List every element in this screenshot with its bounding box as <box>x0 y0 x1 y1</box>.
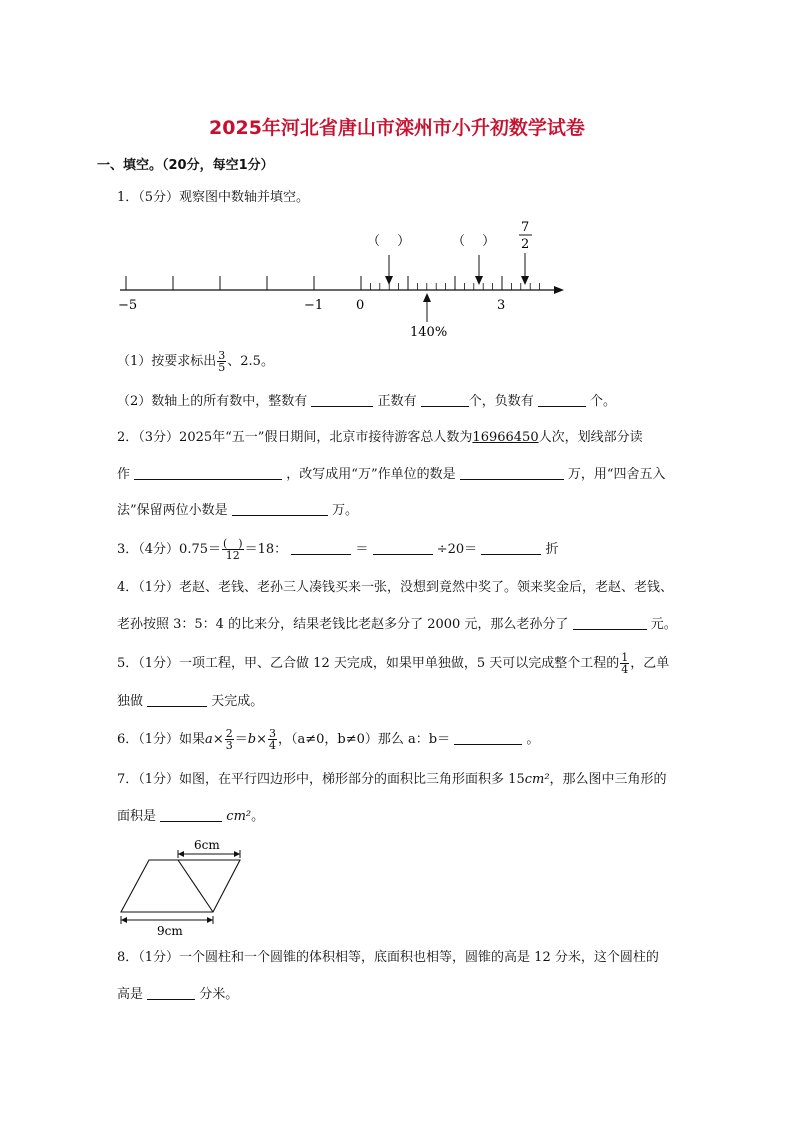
q4-line-2 <box>117 615 677 635</box>
q2-text-f: 法”保留两位小数是 <box>117 503 228 518</box>
q1-sub1 <box>117 350 274 373</box>
unit-cm2: cm² <box>524 772 550 787</box>
answer-blank-positives[interactable] <box>421 392 469 407</box>
label-three: 3 <box>497 298 506 313</box>
parallelogram <box>121 860 240 912</box>
q5-text-a: 5．（1分）一项工程，甲、乙合做 12 天完成，如果甲单独做，5 天可以完成整个工程的 <box>117 656 620 671</box>
q2-underlined-number: 16966450 <box>472 430 539 445</box>
q2-line-3 <box>117 501 358 521</box>
q5-line-2 <box>117 692 263 712</box>
q2-text-c: 作 <box>117 467 131 482</box>
arrow-4-head <box>423 293 431 302</box>
q3-text-a: 3．（4分）0.75＝ <box>117 542 221 557</box>
answer-blank-read[interactable] <box>134 465 282 480</box>
fraction-three-fourths <box>268 728 277 751</box>
q6-condition: ，（a≠0，b≠0）那么 a：b＝ <box>277 732 451 747</box>
q5-text-b: ，乙单 <box>630 656 670 671</box>
q7-text-c: 面积是 <box>117 809 157 824</box>
frac-den: 4 <box>621 663 629 676</box>
fraction-two-thirds <box>225 728 234 751</box>
q7-line-1 <box>117 770 667 790</box>
trapezoid-divider <box>178 860 213 912</box>
arrow-1-head <box>385 276 393 285</box>
fraction-three-fifths <box>217 350 226 373</box>
var-a: a <box>205 732 213 747</box>
q1-sub2-text: （2）数轴上的所有数中，整数有 <box>117 394 308 409</box>
label-6cm: 6cm <box>194 838 220 852</box>
answer-blank-wan[interactable] <box>460 465 564 480</box>
section-heading: 一、填空。（20分，每空1分） <box>97 158 274 173</box>
q4-text-b: 老孙按照 3：5：4 的比来分，结果老钱比老赵多分了 2000 元，那么老孙分了 <box>117 617 569 632</box>
answer-blank-ratio[interactable] <box>291 540 351 555</box>
q1-stem: 1．（5分）观察图中数轴并填空。 <box>117 190 310 205</box>
q1-sub2-end: 个。 <box>590 394 617 409</box>
q6-line <box>117 728 539 751</box>
label-9cm: 9cm <box>157 924 183 938</box>
fraction-blank-over-12 <box>222 538 244 561</box>
q2-text-e: 万，用“四舍五入 <box>567 467 666 482</box>
fraction-two: 2 <box>521 237 530 252</box>
q8-text-b: 高是 <box>117 987 144 1002</box>
q3-line <box>117 538 558 561</box>
q8-text-c: 分米。 <box>199 987 239 1002</box>
q1-sub1-text: （1）按要求标出 <box>117 354 217 369</box>
q2-text-g: 万。 <box>331 503 358 518</box>
equals-sign: ＝ <box>234 732 248 747</box>
q7-text-d: 。 <box>251 809 265 824</box>
fraction-one-fourth <box>620 652 629 675</box>
frac-num: 3 <box>268 727 276 740</box>
q2-line-1 <box>117 428 643 448</box>
q1-sub2-negative: 个，负数有 <box>468 394 534 409</box>
answer-blank-cylinder-height[interactable] <box>147 985 195 1000</box>
frac-num: 3 <box>218 349 226 362</box>
q7-line-2 <box>117 807 264 827</box>
page-title: 2025年河北省唐山市滦州市小升初数学试卷 <box>209 117 585 139</box>
q2-line-2 <box>117 465 666 485</box>
label-minus1: −1 <box>304 298 324 313</box>
bracket-label-1: （ ） <box>367 234 411 249</box>
q5-line-1 <box>117 652 669 675</box>
answer-blank-discount[interactable] <box>481 540 541 555</box>
answer-blank-days[interactable] <box>147 692 207 707</box>
q3-text-b: ＝18： <box>244 542 288 557</box>
arrow-2-head <box>475 276 483 285</box>
q1-sub2 <box>117 392 616 412</box>
parallelogram-figure <box>112 834 252 940</box>
q1-sub2-positive: 正数有 <box>377 394 417 409</box>
label-minus5: −5 <box>118 298 138 313</box>
frac-den: 3 <box>225 739 233 752</box>
label-zero: 0 <box>356 298 365 313</box>
q8-line-2 <box>117 985 238 1005</box>
answer-blank-negatives[interactable] <box>538 392 586 407</box>
q2-text-d: ，改写成用“万”作单位的数是 <box>286 467 456 482</box>
bracket-label-2: （ ） <box>452 234 496 249</box>
answer-blank-ratio-ab[interactable] <box>454 730 522 745</box>
axis-arrow <box>554 286 564 294</box>
q4-line-1: 4．（1分）老赵、老钱、老孙三人凑钱买来一张，没想到竟然中奖了。领来奖金后，老赵、老钱、 <box>117 580 674 595</box>
times-sign: × <box>212 732 224 747</box>
q7-text-a: 7．（1分）如图，在平行四边形中，梯形部分的面积比三角形面积多 15 <box>117 772 525 787</box>
q6-end: 。 <box>526 732 540 747</box>
q7-text-b: ，那么图中三角形的 <box>549 772 667 787</box>
times-sign: × <box>256 732 267 747</box>
frac-den: 12 <box>225 549 240 562</box>
q4-text-c: 元。 <box>650 617 677 632</box>
unit-cm2: cm² <box>226 809 252 824</box>
q8-line-1: 8．（1分）一个圆柱和一个圆锥的体积相等，底面积也相等，圆锥的高是 12 分米，这个圆柱的 <box>117 950 659 965</box>
fraction-seven: 7 <box>521 220 530 235</box>
answer-blank-dividend[interactable] <box>373 540 433 555</box>
q2-text-a: 2．（3分）2025年“五一”假日期间，北京市接待游客总人数为 <box>117 430 473 445</box>
answer-blank-rounded[interactable] <box>232 501 328 516</box>
answer-blank-integers[interactable] <box>311 392 373 407</box>
q5-text-d: 天完成。 <box>211 694 264 709</box>
q1-sub1-tail: 、2.5。 <box>227 354 274 369</box>
q3-text-e: 折 <box>545 542 559 557</box>
q3-text-d: ÷20＝ <box>436 542 478 557</box>
q3-equals: ＝ <box>355 542 369 557</box>
q6-text-a: 6．（1分）如果 <box>117 732 206 747</box>
frac-num: 2 <box>225 727 233 740</box>
arrow-3-head <box>521 276 529 285</box>
number-line-figure <box>110 215 580 345</box>
frac-num: 1 <box>621 651 629 664</box>
answer-blank-laosun[interactable] <box>573 615 647 630</box>
frac-num[interactable]: ( ) <box>223 537 243 550</box>
frac-den: 5 <box>218 361 226 374</box>
frac-den: 4 <box>268 739 276 752</box>
q5-text-c: 独做 <box>117 694 144 709</box>
answer-blank-triangle-area[interactable] <box>160 807 222 822</box>
var-b: b <box>247 732 257 747</box>
label-140-percent: 140% <box>410 325 448 340</box>
q2-text-b: 人次，划线部分读 <box>538 430 643 445</box>
